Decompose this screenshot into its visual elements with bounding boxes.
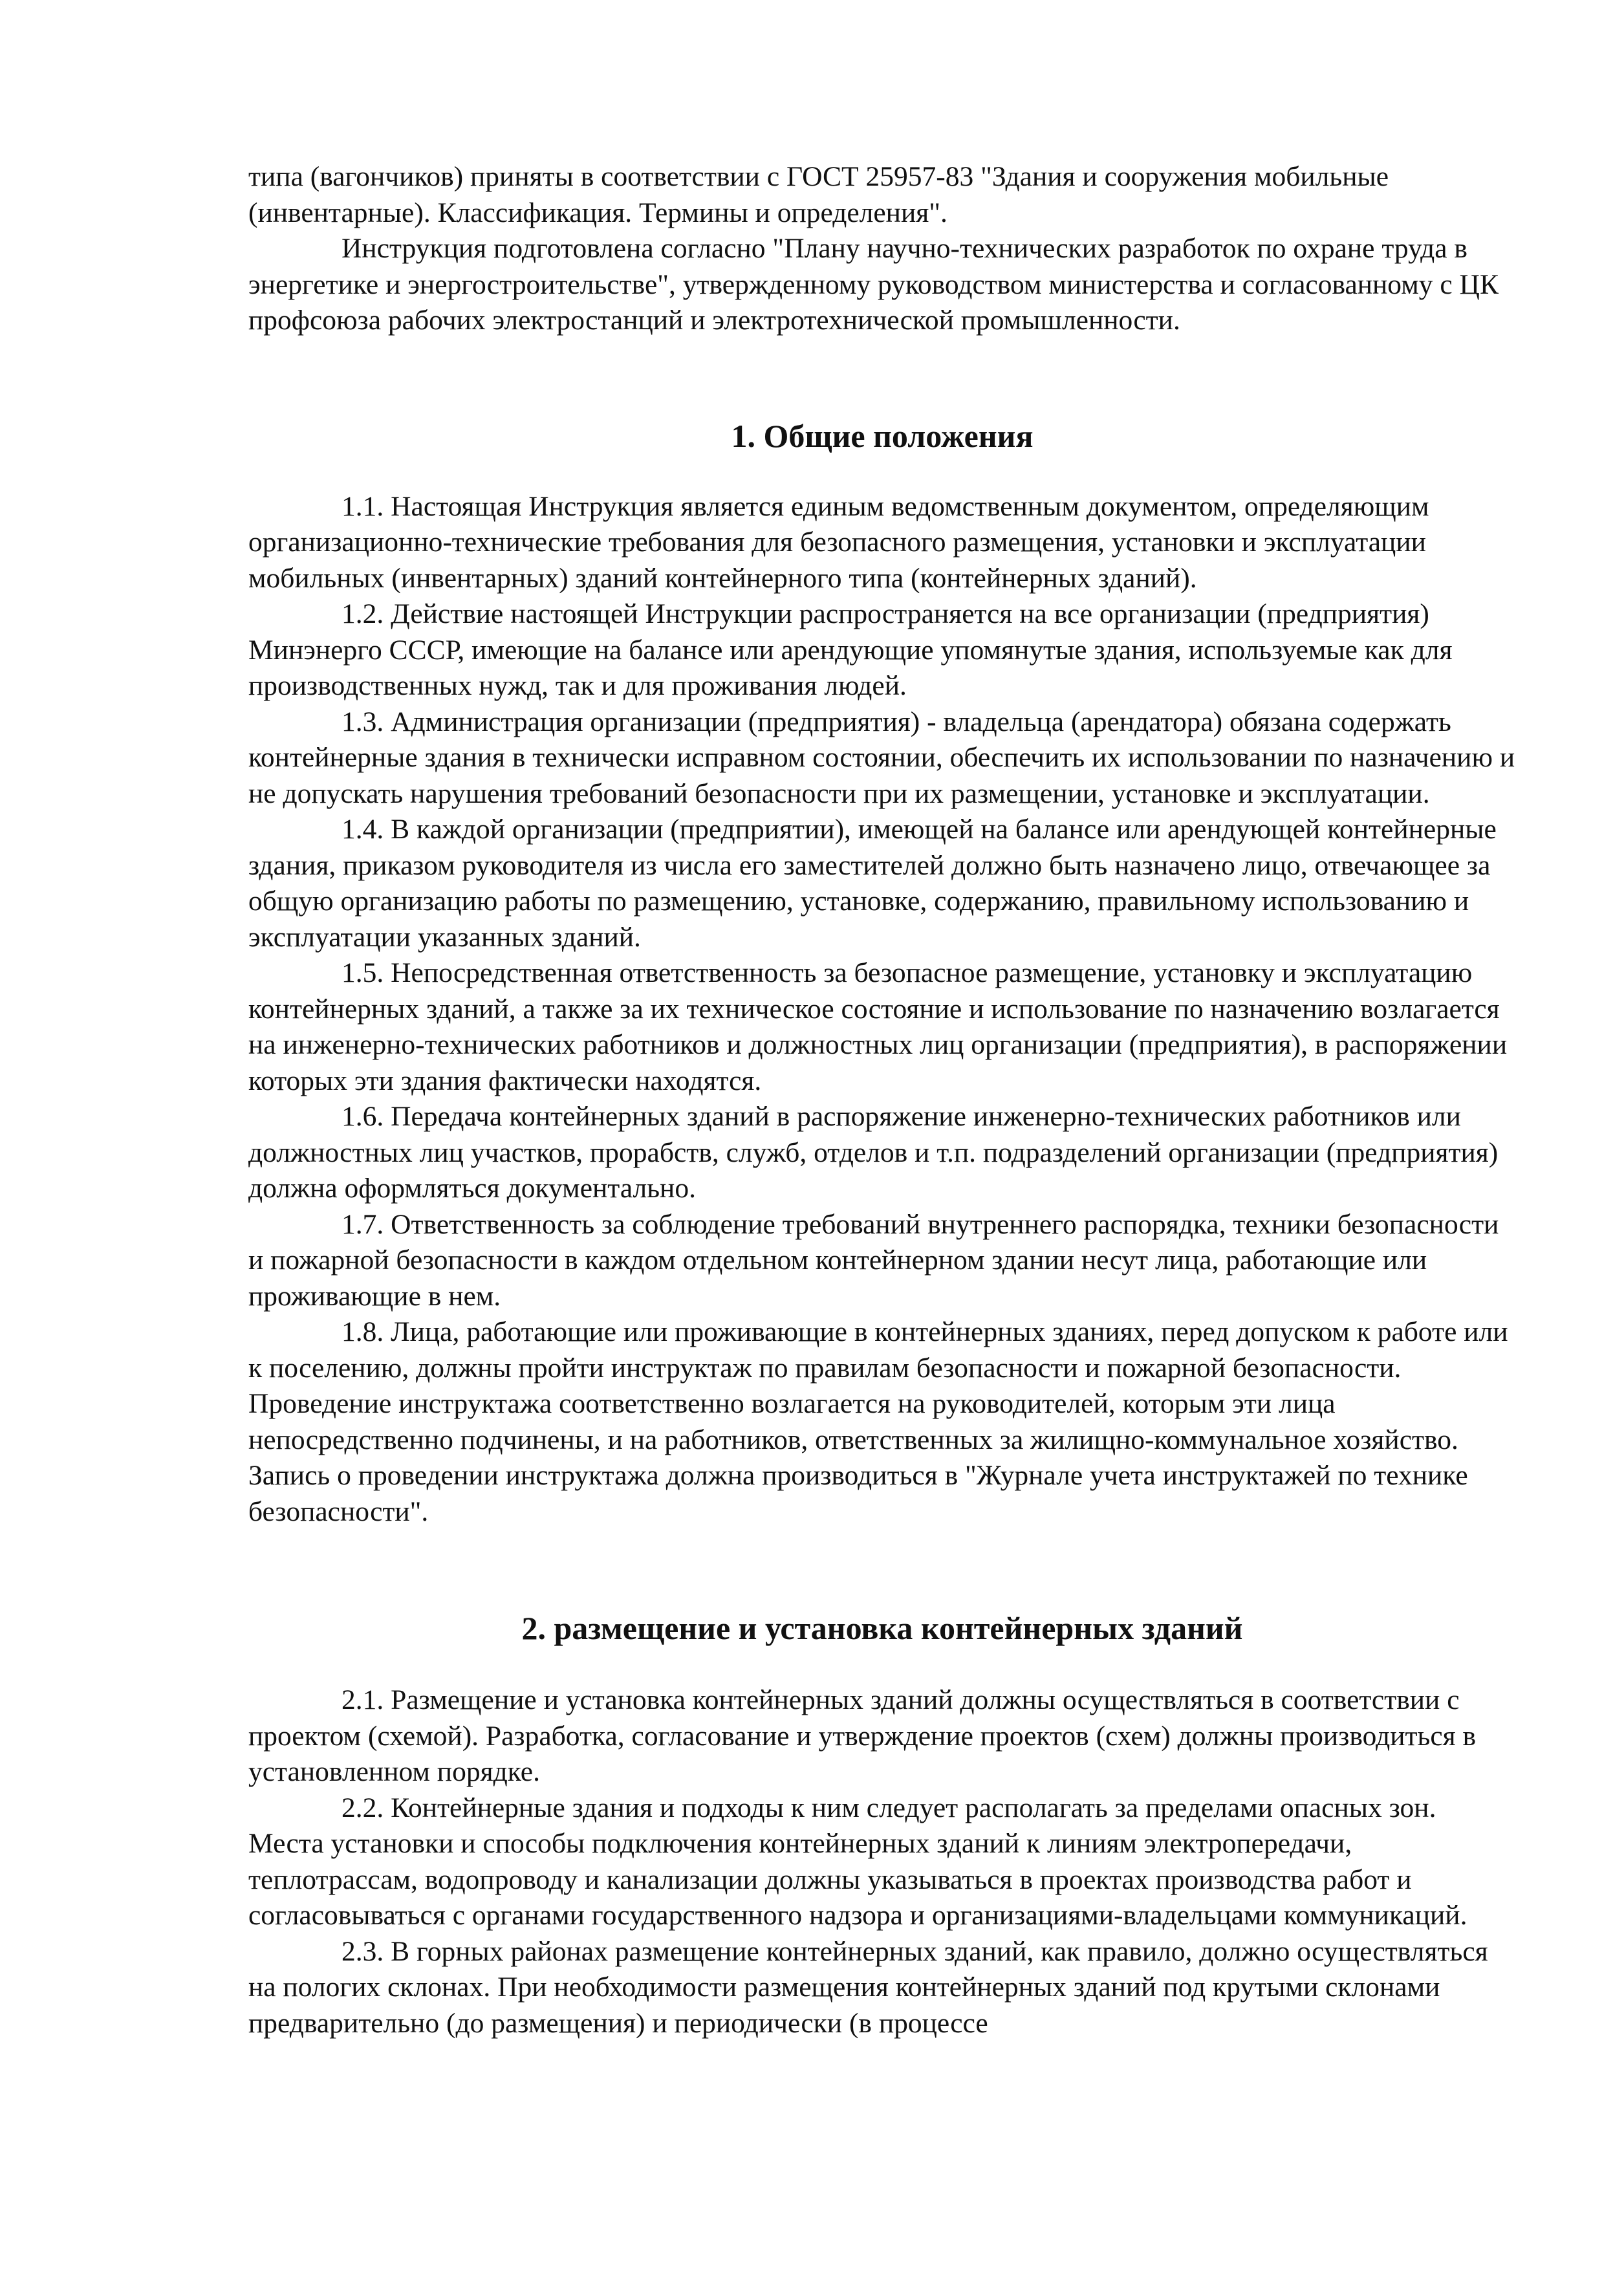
- intro-prepared-paragraph: Инструкция подготовлена согласно "Плану научно-технических разработок по охране труда в энергетике и энергостроительстве", утвержденному руководством министерства и согласованному с ЦК профсоюза рабочих электростанций и электротехнической промышленности.: [248, 233, 1499, 336]
- paragraph-2-1: 2.1. Размещение и установка контейнерных зданий должны осуществляться в соответствии с проектом (схемой). Разработка, согласование и утверждение проектов (схем) должны производиться в установленном порядке.: [248, 1684, 1477, 1787]
- section-1-heading: 1. Общие положения: [731, 417, 1034, 454]
- paragraph-1-1: 1.1. Настоящая Инструкция является единым ведомственным документом, определяющим организационно-технические требования для безопасного размещения, установки и эксплуатации мобильных (инвентарных) зданий контейнерного типа (контейнерных зданий).: [248, 490, 1429, 594]
- intro-continued-paragraph: типа (вагончиков) приняты в соответствии с ГОСТ 25957-83 "Здания и сооружения мобильные (инвентарные). Классификация. Термины и определения".: [248, 161, 1389, 228]
- paragraph-1-3: 1.3. Администрация организации (предприятия) - владельца (арендатора) обязана содержать контейнерные здания в технически исправном состоянии, обеспечить их использовании по назначению и не допускать нарушения требований безопасности при их размещении, установке и эксплуатации.: [248, 706, 1515, 809]
- paragraph-1-6: 1.6. Передача контейнерных зданий в распоряжение инженерно-технических работников или должностных лиц участков, прорабств, служб, отделов и т.п. подразделений организации (предприятия) должна оформляться документально.: [248, 1101, 1499, 1204]
- paragraph-1-4: 1.4. В каждой организации (предприятии), имеющей на балансе или арендующей контейнерные здания, приказом руководителя из числа его заместителей должно быть назначено лицо, отвечающее за общую организацию работы по размещению, установке, содержанию, правильному использованию и эксплуатации указанных зданий.: [248, 814, 1497, 953]
- paragraph-1-2: 1.2. Действие настоящей Инструкции распространяется на все организации (предприятия) Минэнерго СССР, имеющие на балансе или арендующие упомянутые здания, используемые как для производственных нужд, так и для проживания людей.: [248, 598, 1453, 701]
- paragraph-1-7: 1.7. Ответственность за соблюдение требований внутреннего распорядка, техники безопасности и пожарной безопасности в каждом отдельном контейнерном здании несут лица, работающие или проживающие в нем.: [248, 1208, 1499, 1312]
- paragraph-1-8: 1.8. Лица, работающие или проживающие в контейнерных зданиях, перед допуском к работе или к поселению, должны пройти инструктаж по правилам безопасности и пожарной безопасности. Проведение инструктажа соответственно возлагается на руководителей, которым эти лица непосредственно подчинены, и на работников, ответственных за жилищно-коммунальное хозяйство. Запись о проведении инструктажа должна производиться в "Журнале учета инструктажей по технике безопасности".: [248, 1316, 1508, 1527]
- section-1-body: [248, 489, 1516, 1530]
- section-2-body: [248, 1682, 1516, 2041]
- section-2-heading: 2. размещение и установка контейнерных зданий: [521, 1610, 1243, 1646]
- paragraph-1-5: 1.5. Непосредственная ответственность за безопасное размещение, установку и эксплуатацию контейнерных зданий, а также за их техническое состояние и использование по назначению возлагается на инженерно-технических работников и должностных лиц организации (предприятия), в распоряжении которых эти здания фактически находятся.: [248, 957, 1508, 1096]
- document-body: [248, 159, 1516, 2041]
- paragraph-2-2: 2.2. Контейнерные здания и подходы к ним следует располагать за пределами опасных зон. Места установки и способы подключения контейнерных зданий к линиям электропередачи, теплотрассам, водопроводу и канализации должны указываться в проектах производства работ и согласовываться с органами государственного надзора и организациями-владельцами коммуникаций.: [248, 1792, 1467, 1931]
- intro-block: [248, 159, 1516, 339]
- paragraph-2-3: 2.3. В горных районах размещение контейнерных зданий, как правило, должно осуществляться на пологих склонах. При необходимости размещения контейнерных зданий под крутыми склонами предварительно (до размещения) и периодически (в процессе: [248, 1935, 1488, 2039]
